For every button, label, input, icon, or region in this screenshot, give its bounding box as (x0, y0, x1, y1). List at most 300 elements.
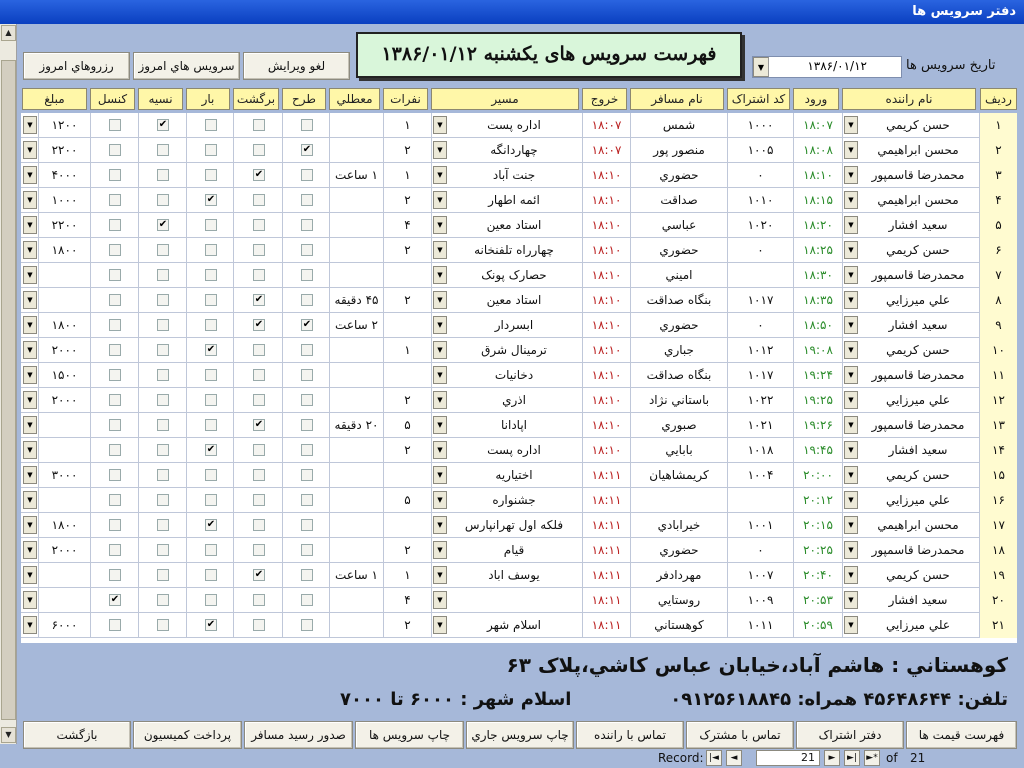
checkbox[interactable]: ✔ (254, 169, 264, 180)
cell-sub-code[interactable] (727, 438, 793, 463)
chevron-down-icon[interactable]: ▼ (844, 491, 858, 509)
cell-exit[interactable] (582, 238, 630, 263)
chevron-down-icon[interactable]: ▼ (844, 391, 858, 409)
first-record-icon[interactable]: |◄ (706, 750, 722, 766)
checkbox[interactable] (301, 444, 313, 456)
checkbox[interactable]: ✔ (206, 194, 216, 205)
checkbox[interactable]: ✔ (206, 444, 216, 455)
cell-count[interactable] (383, 388, 431, 413)
chevron-down-icon[interactable]: ▼ (844, 341, 858, 359)
cell-wait[interactable] (329, 488, 383, 513)
cell-driver[interactable] (842, 588, 979, 613)
cell-count[interactable] (383, 138, 431, 163)
chevron-down-icon[interactable]: ▼ (844, 516, 858, 534)
cell-passenger[interactable] (630, 288, 727, 313)
chevron-down-icon[interactable]: ▼ (844, 416, 858, 434)
cell-count[interactable] (383, 163, 431, 188)
checkbox[interactable] (205, 119, 217, 131)
checkbox[interactable]: ✔ (158, 119, 168, 130)
cell-count[interactable] (383, 588, 431, 613)
checkbox[interactable] (157, 494, 169, 506)
checkbox[interactable] (253, 119, 265, 131)
chevron-down-icon[interactable]: ▼ (844, 141, 858, 159)
cell-route[interactable] (431, 263, 582, 288)
chevron-down-icon[interactable]: ▼ (23, 391, 37, 409)
cell-passenger[interactable] (630, 538, 727, 563)
cell-route[interactable] (431, 213, 582, 238)
vertical-scrollbar[interactable] (0, 24, 17, 744)
cell-row-number[interactable] (979, 213, 1017, 238)
chevron-down-icon[interactable]: ▼ (844, 166, 858, 184)
chevron-down-icon[interactable]: ▼ (23, 366, 37, 384)
chevron-down-icon[interactable]: ▼ (23, 416, 37, 434)
cell-sub-code[interactable] (727, 213, 793, 238)
cell-driver[interactable] (842, 163, 979, 188)
chevron-down-icon[interactable]: ▼ (844, 616, 858, 634)
chevron-down-icon[interactable]: ▼ (433, 541, 447, 559)
cell-arrival[interactable] (793, 438, 842, 463)
checkbox[interactable] (157, 594, 169, 606)
checkbox[interactable] (109, 544, 121, 556)
cell-passenger[interactable] (630, 488, 727, 513)
cell-count[interactable] (383, 363, 431, 388)
checkbox[interactable] (253, 394, 265, 406)
cell-sub-code[interactable] (727, 338, 793, 363)
cell-driver[interactable] (842, 238, 979, 263)
cell-arrival[interactable] (793, 238, 842, 263)
cell-wait[interactable] (329, 188, 383, 213)
cell-row-number[interactable] (979, 313, 1017, 338)
cell-wait[interactable] (329, 313, 383, 338)
chevron-down-icon[interactable]: ▼ (844, 266, 858, 284)
cell-arrival[interactable] (793, 588, 842, 613)
chevron-down-icon[interactable]: ▼ (433, 366, 447, 384)
cell-wait[interactable] (329, 213, 383, 238)
checkbox[interactable] (301, 544, 313, 556)
cell-sub-code[interactable] (727, 238, 793, 263)
checkbox[interactable] (157, 544, 169, 556)
checkbox[interactable] (301, 469, 313, 481)
chevron-down-icon[interactable]: ▼ (23, 616, 37, 634)
cell-wait[interactable] (329, 113, 383, 138)
cancel-edit-button[interactable]: لغو ويرايش (243, 52, 350, 80)
table-row[interactable] (21, 438, 1017, 463)
cell-driver[interactable] (842, 538, 979, 563)
cell-route[interactable] (431, 338, 582, 363)
checkbox[interactable] (205, 419, 217, 431)
cell-arrival[interactable] (793, 488, 842, 513)
checkbox[interactable] (205, 494, 217, 506)
table-row[interactable] (21, 563, 1017, 588)
cell-wait[interactable] (329, 413, 383, 438)
checkbox[interactable] (301, 594, 313, 606)
cell-sub-code[interactable] (727, 363, 793, 388)
cell-arrival[interactable] (793, 513, 842, 538)
chevron-down-icon[interactable]: ▼ (23, 566, 37, 584)
checkbox[interactable] (109, 219, 121, 231)
last-record-icon[interactable]: ►| (844, 750, 860, 766)
chevron-down-icon[interactable]: ▼ (433, 441, 447, 459)
cell-exit[interactable] (582, 613, 630, 638)
date-filter-combo[interactable] (752, 56, 902, 78)
cell-exit[interactable] (582, 113, 630, 138)
cell-sub-code[interactable] (727, 538, 793, 563)
cell-row-number[interactable] (979, 113, 1017, 138)
chevron-down-icon[interactable]: ▼ (23, 191, 37, 209)
chevron-down-icon[interactable]: ▼ (433, 616, 447, 634)
contact-subscriber-button[interactable]: تماس با مشترک (686, 721, 794, 749)
checkbox[interactable] (157, 244, 169, 256)
cell-row-number[interactable] (979, 238, 1017, 263)
cell-amount[interactable] (38, 163, 90, 188)
cell-exit[interactable] (582, 588, 630, 613)
cell-amount[interactable] (38, 113, 90, 138)
cell-wait[interactable] (329, 438, 383, 463)
cell-amount[interactable] (38, 413, 90, 438)
checkbox[interactable]: ✔ (206, 344, 216, 355)
cell-driver[interactable] (842, 338, 979, 363)
cell-route[interactable] (431, 138, 582, 163)
table-row[interactable] (21, 363, 1017, 388)
checkbox[interactable] (253, 444, 265, 456)
cell-passenger[interactable] (630, 363, 727, 388)
cell-route[interactable] (431, 613, 582, 638)
checkbox[interactable]: ✔ (254, 419, 264, 430)
cell-sub-code[interactable] (727, 513, 793, 538)
table-row[interactable] (21, 263, 1017, 288)
record-number-input[interactable]: 21 (756, 750, 820, 766)
cell-wait[interactable] (329, 388, 383, 413)
cell-arrival[interactable] (793, 538, 842, 563)
cell-driver[interactable] (842, 113, 979, 138)
pay-commission-button[interactable]: پرداخت کميسيون (133, 721, 242, 749)
chevron-down-icon[interactable]: ▼ (23, 241, 37, 259)
checkbox[interactable] (205, 319, 217, 331)
cell-wait[interactable] (329, 463, 383, 488)
chevron-down-icon[interactable]: ▼ (844, 191, 858, 209)
table-row[interactable] (21, 388, 1017, 413)
cell-count[interactable] (383, 413, 431, 438)
checkbox[interactable] (157, 369, 169, 381)
cell-wait[interactable] (329, 288, 383, 313)
cell-route[interactable] (431, 488, 582, 513)
cell-route[interactable] (431, 438, 582, 463)
cell-amount[interactable] (38, 338, 90, 363)
cell-sub-code[interactable] (727, 138, 793, 163)
cell-driver[interactable] (842, 513, 979, 538)
cell-passenger[interactable] (630, 463, 727, 488)
cell-driver[interactable] (842, 438, 979, 463)
chevron-down-icon[interactable]: ▼ (844, 366, 858, 384)
cell-count[interactable] (383, 113, 431, 138)
cell-route[interactable] (431, 588, 582, 613)
table-row[interactable] (21, 538, 1017, 563)
table-row[interactable] (21, 213, 1017, 238)
cell-arrival[interactable] (793, 563, 842, 588)
cell-amount[interactable] (38, 238, 90, 263)
cell-arrival[interactable] (793, 413, 842, 438)
checkbox[interactable] (205, 594, 217, 606)
cell-arrival[interactable] (793, 263, 842, 288)
cell-amount[interactable] (38, 538, 90, 563)
checkbox[interactable] (301, 169, 313, 181)
cell-passenger[interactable] (630, 413, 727, 438)
cell-driver[interactable] (842, 313, 979, 338)
cell-wait[interactable] (329, 263, 383, 288)
chevron-down-icon[interactable]: ▼ (844, 441, 858, 459)
checkbox[interactable] (109, 169, 121, 181)
table-row[interactable] (21, 188, 1017, 213)
cell-driver[interactable] (842, 463, 979, 488)
checkbox[interactable] (253, 594, 265, 606)
checkbox[interactable] (253, 469, 265, 481)
chevron-down-icon[interactable]: ▼ (753, 57, 769, 77)
cell-exit[interactable] (582, 363, 630, 388)
checkbox[interactable] (253, 519, 265, 531)
cell-sub-code[interactable] (727, 388, 793, 413)
cell-exit[interactable] (582, 488, 630, 513)
price-list-button[interactable]: فهرست قيمت ها (906, 721, 1017, 749)
chevron-down-icon[interactable]: ▼ (23, 541, 37, 559)
checkbox[interactable] (157, 569, 169, 581)
table-row[interactable] (21, 513, 1017, 538)
cell-amount[interactable] (38, 388, 90, 413)
today-reserves-button[interactable]: رزروهاي امروز (23, 52, 130, 80)
cell-exit[interactable] (582, 163, 630, 188)
cell-sub-code[interactable] (727, 163, 793, 188)
cell-exit[interactable] (582, 438, 630, 463)
cell-driver[interactable] (842, 263, 979, 288)
checkbox[interactable]: ✔ (302, 319, 312, 330)
cell-count[interactable] (383, 538, 431, 563)
cell-route[interactable] (431, 513, 582, 538)
chevron-down-icon[interactable]: ▼ (433, 166, 447, 184)
chevron-down-icon[interactable]: ▼ (23, 316, 37, 334)
cell-row-number[interactable] (979, 263, 1017, 288)
cell-route[interactable] (431, 313, 582, 338)
cell-amount[interactable] (38, 288, 90, 313)
checkbox[interactable] (109, 194, 121, 206)
cell-driver[interactable] (842, 488, 979, 513)
cell-passenger[interactable] (630, 388, 727, 413)
cell-count[interactable] (383, 313, 431, 338)
table-row[interactable] (21, 463, 1017, 488)
cell-row-number[interactable] (979, 188, 1017, 213)
cell-wait[interactable] (329, 338, 383, 363)
cell-amount[interactable] (38, 263, 90, 288)
cell-exit[interactable] (582, 138, 630, 163)
checkbox[interactable] (301, 419, 313, 431)
checkbox[interactable] (109, 469, 121, 481)
table-row[interactable] (21, 488, 1017, 513)
checkbox[interactable] (301, 269, 313, 281)
subscription-book-button[interactable]: دفتر اشتراک (796, 721, 904, 749)
checkbox[interactable] (109, 419, 121, 431)
scroll-thumb[interactable] (1, 60, 16, 720)
previous-record-icon[interactable]: ◄ (726, 750, 742, 766)
cell-exit[interactable] (582, 313, 630, 338)
checkbox[interactable]: ✔ (254, 319, 264, 330)
cell-count[interactable] (383, 338, 431, 363)
cell-passenger[interactable] (630, 563, 727, 588)
cell-arrival[interactable] (793, 363, 842, 388)
cell-exit[interactable] (582, 563, 630, 588)
cell-arrival[interactable] (793, 463, 842, 488)
cell-arrival[interactable] (793, 213, 842, 238)
chevron-down-icon[interactable]: ▼ (23, 341, 37, 359)
checkbox[interactable] (205, 169, 217, 181)
checkbox[interactable] (109, 294, 121, 306)
chevron-down-icon[interactable]: ▼ (433, 591, 447, 609)
cell-exit[interactable] (582, 538, 630, 563)
cell-count[interactable] (383, 238, 431, 263)
checkbox[interactable]: ✔ (206, 619, 216, 630)
checkbox[interactable] (253, 544, 265, 556)
checkbox[interactable] (157, 144, 169, 156)
chevron-down-icon[interactable]: ▼ (433, 216, 447, 234)
checkbox[interactable] (205, 269, 217, 281)
checkbox[interactable] (205, 294, 217, 306)
chevron-down-icon[interactable]: ▼ (23, 141, 37, 159)
cell-arrival[interactable] (793, 613, 842, 638)
cell-passenger[interactable] (630, 588, 727, 613)
checkbox[interactable] (109, 119, 121, 131)
checkbox[interactable] (253, 619, 265, 631)
table-row[interactable] (21, 338, 1017, 363)
cell-arrival[interactable] (793, 388, 842, 413)
checkbox[interactable] (157, 519, 169, 531)
chevron-down-icon[interactable]: ▼ (433, 466, 447, 484)
checkbox[interactable] (205, 394, 217, 406)
cell-row-number[interactable] (979, 163, 1017, 188)
checkbox[interactable] (109, 444, 121, 456)
checkbox[interactable] (205, 469, 217, 481)
chevron-down-icon[interactable]: ▼ (433, 416, 447, 434)
cell-exit[interactable] (582, 338, 630, 363)
cell-sub-code[interactable] (727, 313, 793, 338)
cell-wait[interactable] (329, 563, 383, 588)
issue-receipt-button[interactable]: صدور رسيد مسافر (244, 721, 353, 749)
checkbox[interactable] (157, 394, 169, 406)
cell-arrival[interactable] (793, 188, 842, 213)
checkbox[interactable] (109, 569, 121, 581)
cell-driver[interactable] (842, 563, 979, 588)
cell-row-number[interactable] (979, 338, 1017, 363)
checkbox[interactable] (301, 344, 313, 356)
cell-sub-code[interactable] (727, 463, 793, 488)
cell-sub-code[interactable] (727, 488, 793, 513)
cell-count[interactable] (383, 488, 431, 513)
cell-passenger[interactable] (630, 138, 727, 163)
checkbox[interactable]: ✔ (254, 569, 264, 580)
checkbox[interactable] (109, 619, 121, 631)
cell-passenger[interactable] (630, 188, 727, 213)
checkbox[interactable] (157, 294, 169, 306)
cell-passenger[interactable] (630, 513, 727, 538)
cell-passenger[interactable] (630, 313, 727, 338)
chevron-down-icon[interactable]: ▼ (433, 241, 447, 259)
cell-row-number[interactable] (979, 413, 1017, 438)
checkbox[interactable] (157, 269, 169, 281)
chevron-down-icon[interactable]: ▼ (23, 216, 37, 234)
cell-count[interactable] (383, 263, 431, 288)
checkbox[interactable] (253, 194, 265, 206)
checkbox[interactable] (301, 619, 313, 631)
cell-amount[interactable] (38, 488, 90, 513)
cell-row-number[interactable] (979, 138, 1017, 163)
table-row[interactable] (21, 238, 1017, 263)
cell-passenger[interactable] (630, 263, 727, 288)
cell-wait[interactable] (329, 238, 383, 263)
checkbox[interactable] (109, 394, 121, 406)
cell-exit[interactable] (582, 288, 630, 313)
cell-amount[interactable] (38, 588, 90, 613)
cell-row-number[interactable] (979, 463, 1017, 488)
cell-driver[interactable] (842, 363, 979, 388)
chevron-down-icon[interactable]: ▼ (23, 466, 37, 484)
chevron-down-icon[interactable]: ▼ (23, 116, 37, 134)
cell-passenger[interactable] (630, 438, 727, 463)
checkbox[interactable] (157, 169, 169, 181)
cell-amount[interactable] (38, 188, 90, 213)
checkbox[interactable] (205, 569, 217, 581)
cell-count[interactable] (383, 513, 431, 538)
cell-sub-code[interactable] (727, 563, 793, 588)
cell-passenger[interactable] (630, 213, 727, 238)
cell-wait[interactable] (329, 538, 383, 563)
checkbox[interactable] (301, 244, 313, 256)
cell-driver[interactable] (842, 138, 979, 163)
cell-exit[interactable] (582, 263, 630, 288)
cell-route[interactable] (431, 238, 582, 263)
cell-passenger[interactable] (630, 238, 727, 263)
cell-row-number[interactable] (979, 588, 1017, 613)
cell-exit[interactable] (582, 413, 630, 438)
cell-wait[interactable] (329, 513, 383, 538)
cell-count[interactable] (383, 463, 431, 488)
checkbox[interactable] (205, 244, 217, 256)
cell-wait[interactable] (329, 363, 383, 388)
cell-driver[interactable] (842, 388, 979, 413)
new-record-icon[interactable]: ►* (864, 750, 880, 766)
chevron-down-icon[interactable]: ▼ (23, 166, 37, 184)
chevron-down-icon[interactable]: ▼ (844, 216, 858, 234)
chevron-down-icon[interactable]: ▼ (23, 516, 37, 534)
chevron-down-icon[interactable]: ▼ (23, 591, 37, 609)
cell-row-number[interactable] (979, 363, 1017, 388)
chevron-down-icon[interactable]: ▼ (433, 391, 447, 409)
cell-count[interactable] (383, 613, 431, 638)
chevron-down-icon[interactable]: ▼ (844, 541, 858, 559)
cell-amount[interactable] (38, 138, 90, 163)
cell-row-number[interactable] (979, 613, 1017, 638)
checkbox[interactable] (109, 244, 121, 256)
cell-count[interactable] (383, 188, 431, 213)
checkbox[interactable] (157, 319, 169, 331)
checkbox[interactable] (109, 494, 121, 506)
cell-route[interactable] (431, 188, 582, 213)
cell-exit[interactable] (582, 213, 630, 238)
cell-route[interactable] (431, 563, 582, 588)
checkbox[interactable] (205, 219, 217, 231)
table-row[interactable] (21, 588, 1017, 613)
cell-row-number[interactable] (979, 438, 1017, 463)
cell-route[interactable] (431, 538, 582, 563)
table-row[interactable] (21, 313, 1017, 338)
cell-wait[interactable] (329, 163, 383, 188)
cell-exit[interactable] (582, 513, 630, 538)
cell-count[interactable] (383, 288, 431, 313)
